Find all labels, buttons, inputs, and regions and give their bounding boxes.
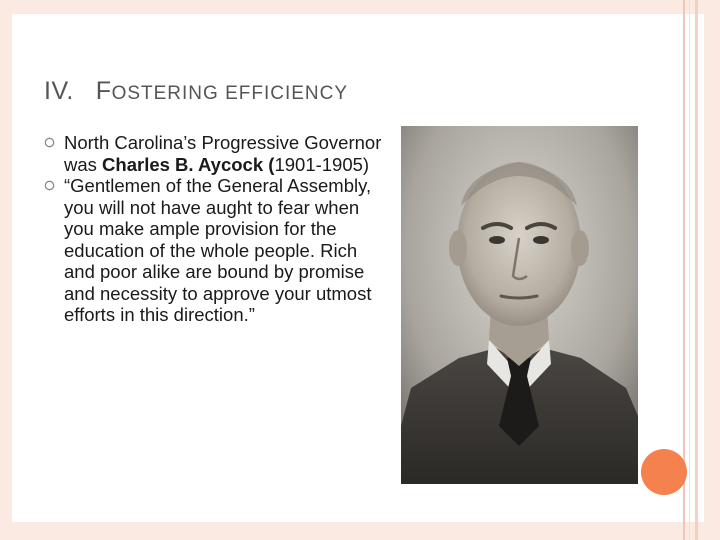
circle-bullet-icon [44, 137, 55, 148]
bullet-text: North Carolina’s Progressive Governor was Charles B. Aycock (1901-1905) [64, 132, 382, 175]
title-rest: OSTERING EFFICIENCY [111, 83, 349, 104]
bullet-text: “Gentlemen of the General Assembly, you will not have aught to fear when you make ample provision for the education of the whole people. Rich and poor alike are bound by promise and necessity to approve your utmost efforts in this direction.” [64, 175, 372, 325]
frame-top-border [0, 0, 720, 14]
frame-line [695, 0, 698, 540]
circle-bullet-icon [44, 180, 55, 191]
frame-line [689, 0, 690, 540]
accent-circle [641, 449, 687, 495]
frame-left-border [0, 0, 12, 540]
frame-right-border [704, 0, 720, 540]
slide-title [44, 77, 348, 106]
portrait-image [401, 126, 638, 484]
bullet-item [44, 132, 384, 175]
bullet-list [44, 132, 384, 326]
bullet-item [44, 175, 384, 326]
title-numeral: IV. [44, 77, 74, 105]
title-initial: F [95, 77, 112, 105]
frame-bottom-border [0, 522, 720, 540]
portrait-photo [401, 126, 638, 484]
